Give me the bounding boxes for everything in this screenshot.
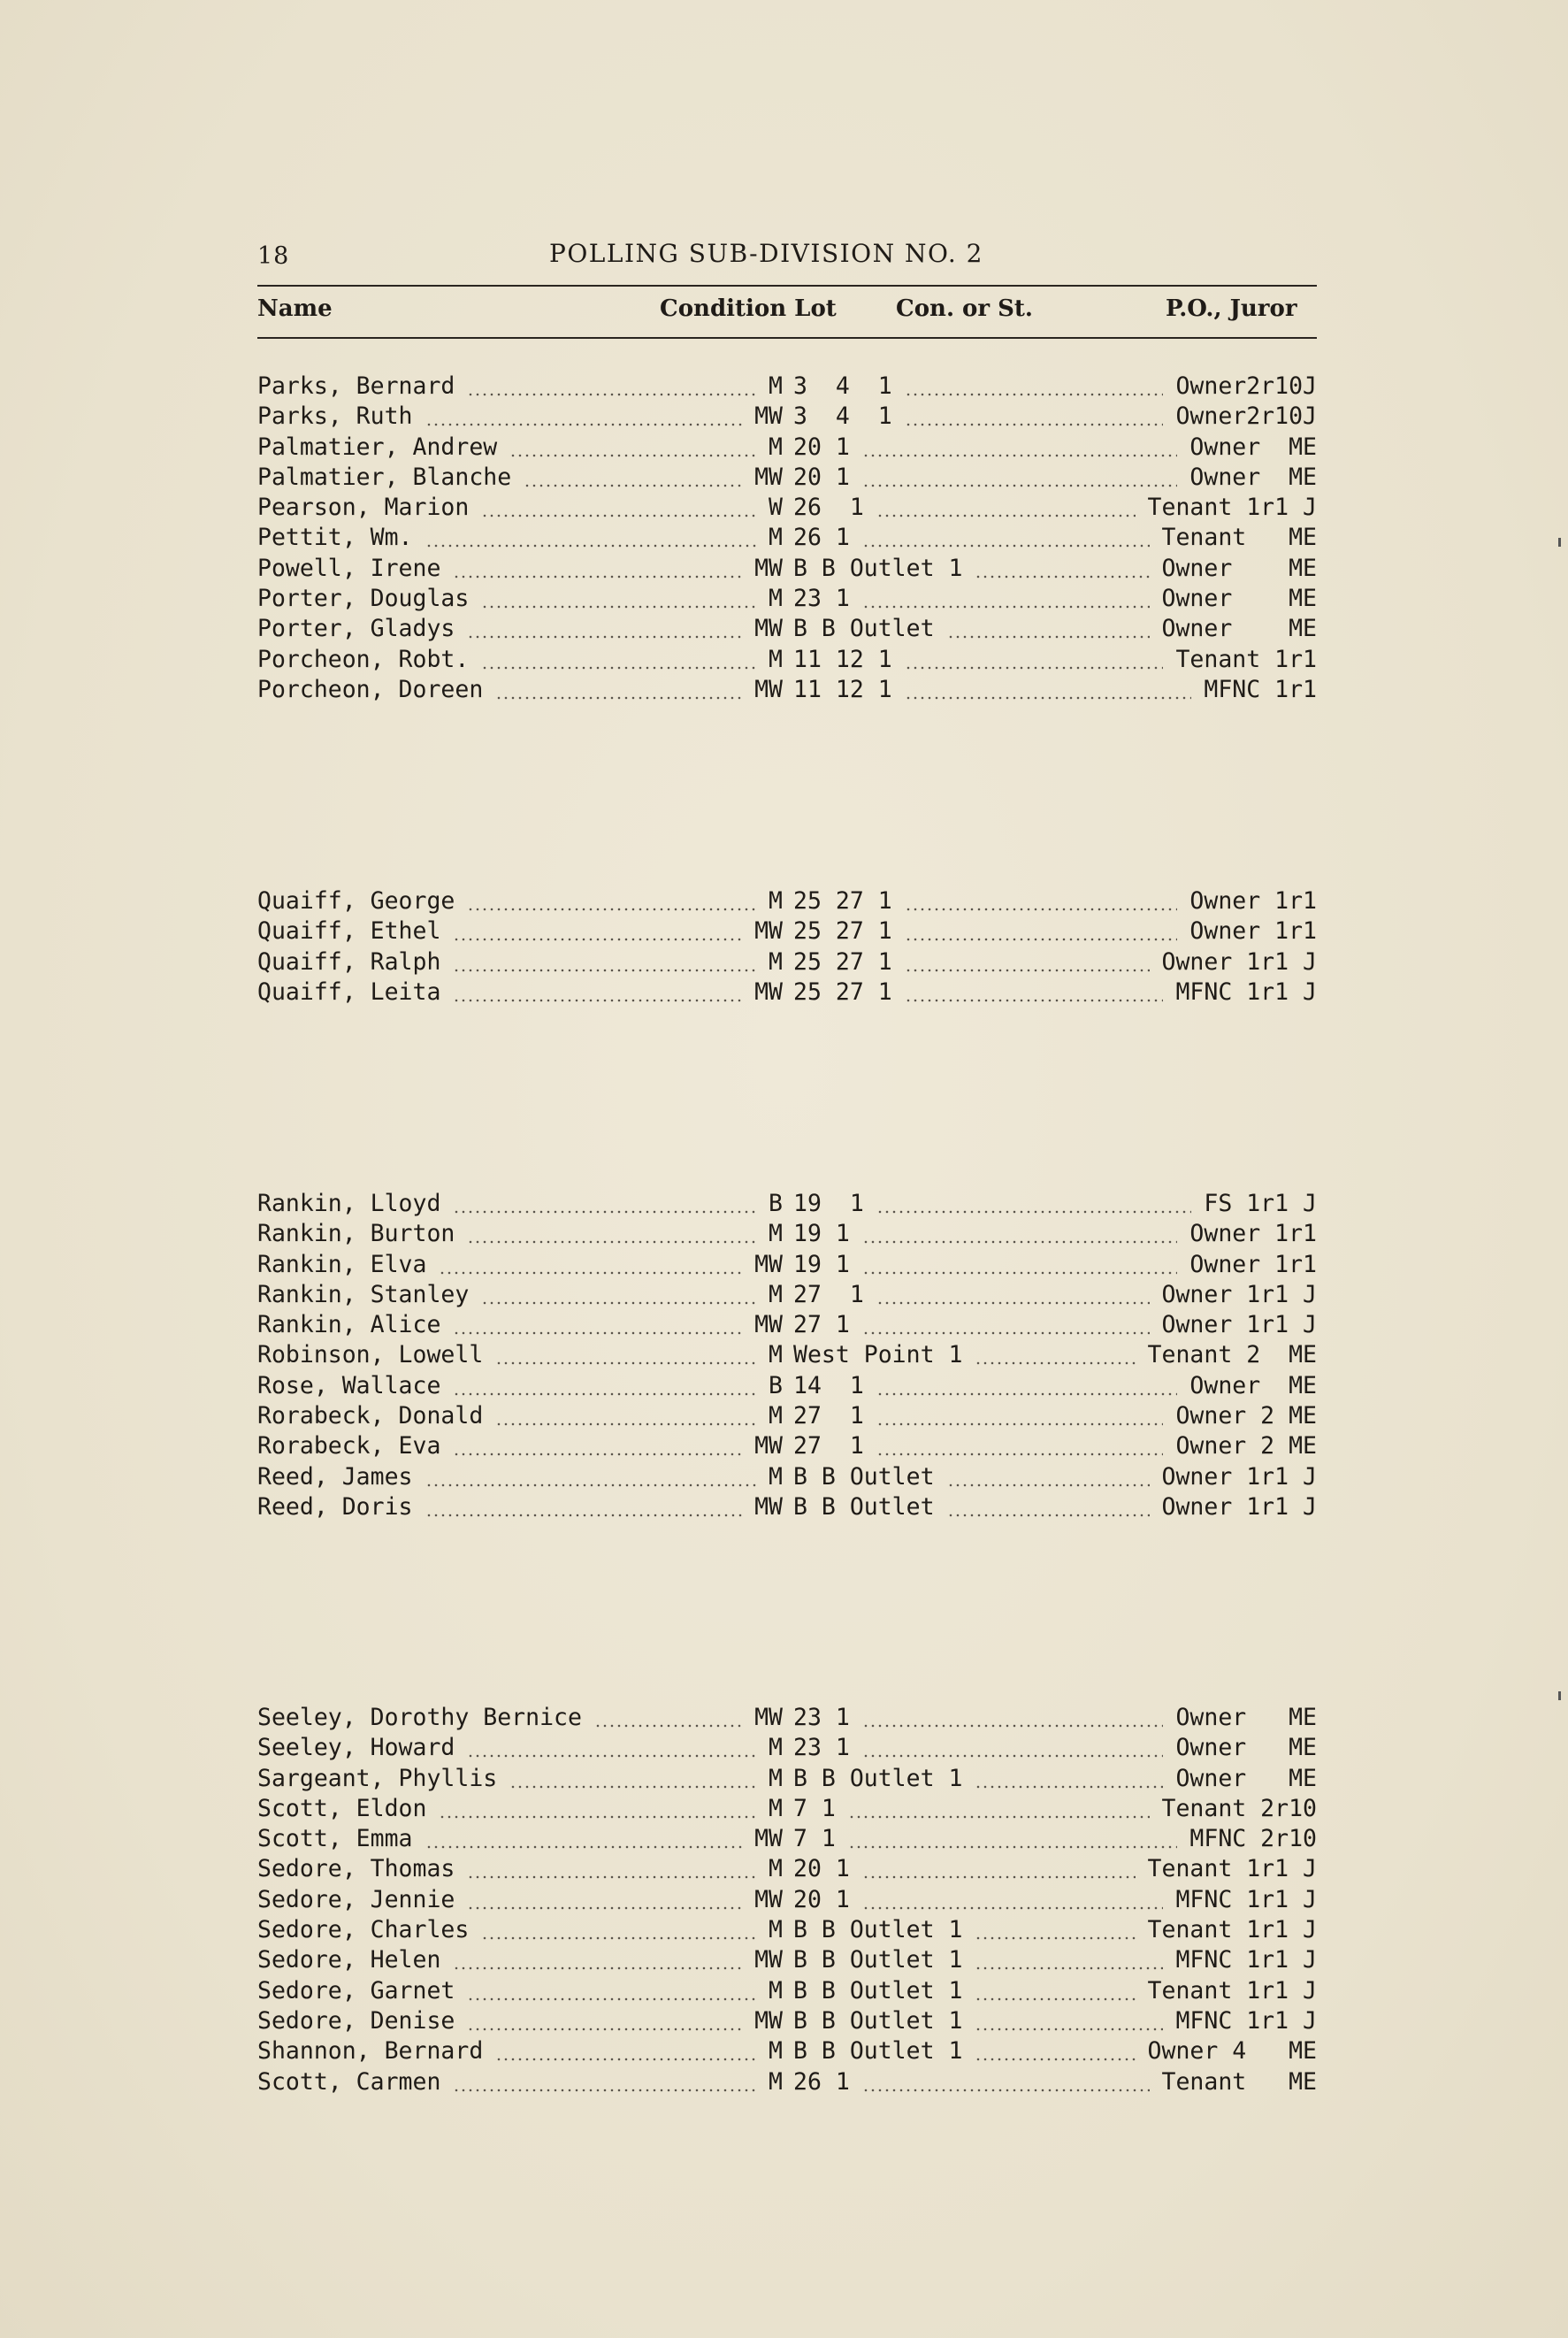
voter-row <box>257 2006 1319 2036</box>
leader-dots <box>848 1824 1178 1854</box>
leader-dots <box>876 1189 1192 1219</box>
voter-condition: MW <box>754 402 783 431</box>
leader-dots <box>905 977 1164 1008</box>
voter-condition: MW <box>754 463 783 491</box>
voter-condition: M <box>769 433 783 461</box>
voter-name: Sedore, Helen <box>257 1946 441 1974</box>
voter-condition: M <box>769 524 783 552</box>
voter-name: Seeley, Dorothy Bernice <box>257 1704 582 1731</box>
voter-condition: MW <box>754 1946 783 1974</box>
voter-lot-concession: 20 1 <box>793 433 850 461</box>
voter-lot-concession: B B Outlet 1 <box>793 1976 963 2005</box>
voter-lot-concession: 7 1 <box>793 1794 836 1822</box>
voter-group <box>257 1189 1319 1522</box>
voter-condition: MW <box>754 615 783 643</box>
leader-dots <box>975 554 1149 584</box>
voter-po-juror: Tenant 1r1 J <box>1147 1976 1317 2005</box>
voter-po-juror: Owner 1r1 J <box>1161 1280 1317 1308</box>
voter-name: Porter, Douglas <box>257 585 470 613</box>
voter-name: Scott, Emma <box>257 1825 413 1853</box>
leader-dots <box>862 584 1150 614</box>
voter-po-juror: Tenant 1r1 J <box>1147 494 1317 522</box>
voter-lot-concession: B B Outlet 1 <box>793 2037 963 2066</box>
column-header-name: Name <box>257 295 333 322</box>
leader-dots <box>975 1340 1135 1370</box>
voter-condition: B <box>769 1190 783 1217</box>
voter-row <box>257 886 1319 916</box>
voter-condition: W <box>769 494 783 522</box>
voter-condition: M <box>769 1976 783 2005</box>
voter-name: Robinson, Lowell <box>257 1341 484 1369</box>
voter-condition: MW <box>754 1250 783 1278</box>
voter-name: Pettit, Wm. <box>257 524 413 552</box>
voter-name: Porcheon, Robt. <box>257 645 470 673</box>
voter-row <box>257 1794 1319 1824</box>
leader-dots <box>876 1401 1164 1431</box>
leader-dots <box>975 1945 1163 1975</box>
voter-condition: MW <box>754 1704 783 1731</box>
leader-dots <box>947 614 1150 644</box>
voter-row <box>257 1431 1319 1461</box>
voter-lot-concession: 11 12 1 <box>793 645 892 673</box>
voter-group <box>257 1703 1319 2097</box>
voter-condition: M <box>769 1402 783 1430</box>
voter-name: Quaiff, George <box>257 887 455 915</box>
voter-lot-concession: 26 1 <box>793 494 864 522</box>
voter-po-juror: MFNC 2r10 <box>1189 1825 1317 1853</box>
leader-dots <box>862 1250 1178 1280</box>
voter-po-juror: Owner 1r1 J <box>1161 1462 1317 1491</box>
voter-po-juror: Tenant 2 ME <box>1147 1341 1317 1369</box>
voter-po-juror: Owner ME <box>1189 433 1317 461</box>
leader-dots <box>905 645 1164 675</box>
voter-row <box>257 493 1319 523</box>
voter-po-juror: Owner ME <box>1175 1704 1317 1731</box>
voter-condition: M <box>769 1794 783 1822</box>
voter-name: Sedore, Charles <box>257 1916 470 1944</box>
voter-name: Shannon, Bernard <box>257 2037 484 2066</box>
voter-row <box>257 372 1319 402</box>
voter-lot-concession: 25 27 1 <box>793 917 892 946</box>
voter-name: Rankin, Elva <box>257 1250 427 1278</box>
voter-po-juror: Owner ME <box>1161 554 1317 582</box>
header-rule-top <box>257 285 1317 287</box>
voter-po-juror: MFNC 1r1 J <box>1175 977 1317 1006</box>
voter-condition: MW <box>754 675 783 703</box>
voter-condition: M <box>769 585 783 613</box>
leader-dots <box>862 1885 1164 1915</box>
voter-po-juror: Tenant ME <box>1161 2067 1317 2096</box>
voter-name: Reed, James <box>257 1462 413 1491</box>
leader-dots <box>975 2036 1135 2066</box>
leader-dots <box>975 2006 1163 2036</box>
voter-name: Rorabeck, Eva <box>257 1432 441 1460</box>
voter-row <box>257 1401 1319 1431</box>
voter-po-juror: Tenant 2r10 <box>1161 1794 1317 1822</box>
voter-row <box>257 1310 1319 1340</box>
voter-lot-concession: 25 27 1 <box>793 887 892 915</box>
voter-name: Sedore, Jennie <box>257 1885 455 1913</box>
voter-lot-concession: West Point 1 <box>793 1341 963 1369</box>
voter-po-juror: Owner 1r1 <box>1189 1220 1317 1248</box>
voter-po-juror: Owner 1r1 J <box>1161 947 1317 976</box>
voter-name: Rankin, Lloyd <box>257 1190 441 1217</box>
voter-lot-concession: 25 27 1 <box>793 977 892 1006</box>
leader-dots <box>862 433 1178 463</box>
voter-row <box>257 1462 1319 1492</box>
voter-lot-concession: 20 1 <box>793 1885 850 1913</box>
voter-po-juror: MFNC 1r1 J <box>1175 1885 1317 1913</box>
voter-name: Scott, Carmen <box>257 2067 441 2096</box>
voter-po-juror: Owner ME <box>1175 1734 1317 1762</box>
voter-po-juror: Owner2r10J <box>1175 402 1317 431</box>
voter-condition: B <box>769 1371 783 1399</box>
voter-name: Rose, Wallace <box>257 1371 441 1399</box>
voter-name: Parks, Ruth <box>257 402 413 431</box>
header-rule-bottom <box>257 337 1317 339</box>
voter-condition: M <box>769 1764 783 1792</box>
leader-dots <box>905 675 1192 705</box>
leader-dots <box>876 1371 1178 1401</box>
voter-row <box>257 1733 1319 1763</box>
voter-lot-concession: 20 1 <box>793 1855 850 1883</box>
voter-po-juror: Owner ME <box>1161 585 1317 613</box>
voter-name: Sedore, Denise <box>257 2006 455 2035</box>
voter-lot-concession: B B Outlet 1 <box>793 554 963 582</box>
voter-name: Quaiff, Ethel <box>257 917 441 946</box>
voter-lot-concession: 23 1 <box>793 1704 850 1731</box>
voter-condition: MW <box>754 554 783 582</box>
voter-po-juror: Owner 4 ME <box>1147 2037 1317 2066</box>
voter-po-juror: MFNC 1r1 J <box>1175 1946 1317 1974</box>
voter-lot-concession: 26 1 <box>793 524 850 552</box>
leader-dots <box>862 1219 1178 1249</box>
leader-dots <box>905 947 1150 977</box>
leader-dots <box>947 1492 1150 1522</box>
voter-lot-concession: 27 1 <box>793 1280 864 1308</box>
voter-lot-concession: B B Outlet <box>793 1462 935 1491</box>
voter-group <box>257 886 1319 1008</box>
voter-row <box>257 1492 1319 1522</box>
voter-name: Sedore, Thomas <box>257 1855 455 1883</box>
voter-po-juror: FS 1r1 J <box>1204 1190 1317 1217</box>
voter-lot-concession: 26 1 <box>793 2067 850 2096</box>
voter-name: Rorabeck, Donald <box>257 1402 484 1430</box>
voter-condition: M <box>769 1855 783 1883</box>
voter-name: Parks, Bernard <box>257 372 455 400</box>
voter-lot-concession: 20 1 <box>793 463 850 491</box>
voter-name: Scott, Eldon <box>257 1794 427 1822</box>
voter-po-juror: Owner 1r1 J <box>1161 1492 1317 1521</box>
voter-condition: M <box>769 947 783 976</box>
leader-dots <box>975 1915 1135 1945</box>
voter-row <box>257 645 1319 675</box>
voter-name: Rankin, Burton <box>257 1220 455 1248</box>
leader-dots <box>905 916 1178 947</box>
leader-dots <box>905 372 1164 402</box>
voter-lot-concession: 23 1 <box>793 585 850 613</box>
voter-po-juror: Tenant ME <box>1161 524 1317 552</box>
voter-row <box>257 675 1319 705</box>
voter-lot-concession: 19 1 <box>793 1250 850 1278</box>
voter-lot-concession: B B Outlet <box>793 1492 935 1521</box>
voter-po-juror: Owner 2 ME <box>1175 1402 1317 1430</box>
voter-po-juror: Tenant 1r1 J <box>1147 1916 1317 1944</box>
voter-condition: M <box>769 1220 783 1248</box>
leader-dots <box>862 2067 1150 2097</box>
voter-name: Powell, Irene <box>257 554 441 582</box>
voter-lot-concession: 25 27 1 <box>793 947 892 976</box>
voter-row <box>257 1371 1319 1401</box>
voter-condition: MW <box>754 1492 783 1521</box>
voter-row <box>257 1280 1319 1310</box>
voter-po-juror: Tenant 1r1 <box>1175 645 1317 673</box>
voter-condition: M <box>769 2037 783 2066</box>
voter-row <box>257 1250 1319 1280</box>
voter-name: Pearson, Marion <box>257 494 470 522</box>
voter-row <box>257 523 1319 553</box>
voter-row <box>257 2067 1319 2097</box>
voter-lot-concession: B B Outlet 1 <box>793 1764 963 1792</box>
voter-po-juror: Owner 2 ME <box>1175 1432 1317 1460</box>
voter-row <box>257 947 1319 977</box>
voter-condition: M <box>769 372 783 400</box>
page-edge-mark <box>1558 1691 1561 1700</box>
voter-name: Palmatier, Blanche <box>257 463 512 491</box>
voter-lot-concession: 27 1 <box>793 1432 864 1460</box>
leader-dots <box>862 523 1150 553</box>
voter-po-juror: Owner 1r1 J <box>1161 1311 1317 1339</box>
voter-name: Porcheon, Doreen <box>257 675 484 703</box>
leader-dots <box>862 1703 1164 1733</box>
voter-row <box>257 463 1319 493</box>
voter-po-juror: Owner ME <box>1175 1764 1317 1792</box>
voter-condition: M <box>769 1916 783 1944</box>
voter-row <box>257 1824 1319 1854</box>
voter-lot-concession: 27 1 <box>793 1402 864 1430</box>
page-edge-mark <box>1558 538 1561 547</box>
voter-lot-concession: B B Outlet 1 <box>793 1946 963 1974</box>
leader-dots <box>947 1462 1150 1492</box>
voter-row <box>257 554 1319 584</box>
voter-po-juror: Owner 1r1 <box>1189 1250 1317 1278</box>
voter-lot-concession: B B Outlet 1 <box>793 1916 963 1944</box>
voter-po-juror: MFNC 1r1 <box>1204 675 1317 703</box>
voter-name: Quaiff, Ralph <box>257 947 441 976</box>
voter-group <box>257 372 1319 705</box>
leader-dots <box>876 493 1136 523</box>
voter-row <box>257 1885 1319 1915</box>
voter-condition: M <box>769 1280 783 1308</box>
voter-po-juror: Owner 1r1 <box>1189 887 1317 915</box>
voter-lot-concession: 27 1 <box>793 1311 850 1339</box>
leader-dots <box>905 402 1164 432</box>
voter-row <box>257 584 1319 614</box>
leader-dots <box>876 1280 1150 1310</box>
voter-row <box>257 977 1319 1008</box>
voter-name: Sargeant, Phyllis <box>257 1764 498 1792</box>
column-header-condition-lot: Condition Lot <box>660 295 837 322</box>
voter-lot-concession: 19 1 <box>793 1190 864 1217</box>
voter-row <box>257 916 1319 947</box>
voter-po-juror: Owner ME <box>1189 463 1317 491</box>
voter-po-juror: Owner ME <box>1161 615 1317 643</box>
voter-condition: M <box>769 2067 783 2096</box>
voter-lot-concession: B B Outlet <box>793 615 935 643</box>
voter-name: Reed, Doris <box>257 1492 413 1521</box>
leader-dots <box>975 1976 1135 2006</box>
page-header <box>257 239 1319 274</box>
voter-name: Palmatier, Andrew <box>257 433 498 461</box>
leader-dots <box>862 1733 1164 1763</box>
voter-po-juror: MFNC 1r1 J <box>1175 2006 1317 2035</box>
voter-lot-concession: 11 12 1 <box>793 675 892 703</box>
voter-name: Quaiff, Leita <box>257 977 441 1006</box>
voter-row <box>257 1764 1319 1794</box>
voter-condition: MW <box>754 1825 783 1853</box>
column-header-con-or-st: Con. or St. <box>896 295 1033 322</box>
voter-row <box>257 1915 1319 1945</box>
column-header-po-juror: P.O., Juror <box>1166 295 1297 322</box>
leader-dots <box>862 1310 1150 1340</box>
voter-row <box>257 2036 1319 2066</box>
voter-name: Rankin, Alice <box>257 1311 441 1339</box>
voter-row <box>257 1976 1319 2006</box>
leader-dots <box>975 1764 1163 1794</box>
voter-name: Sedore, Garnet <box>257 1976 455 2005</box>
voter-condition: MW <box>754 1311 783 1339</box>
voter-row <box>257 402 1319 432</box>
voter-row <box>257 433 1319 463</box>
voter-po-juror: Owner 1r1 <box>1189 917 1317 946</box>
voter-name: Rankin, Stanley <box>257 1280 470 1308</box>
voter-row <box>257 1854 1319 1884</box>
voter-lot-concession: 3 4 1 <box>793 402 892 431</box>
voter-lot-concession: 7 1 <box>793 1825 836 1853</box>
voter-row <box>257 1340 1319 1370</box>
leader-dots <box>862 1854 1136 1884</box>
voter-name: Porter, Gladys <box>257 615 455 643</box>
leader-dots <box>876 1431 1164 1461</box>
page-title: POLLING SUB-DIVISION NO. 2 <box>549 239 983 268</box>
voter-lot-concession: 23 1 <box>793 1734 850 1762</box>
voter-po-juror: Tenant 1r1 J <box>1147 1855 1317 1883</box>
voter-po-juror: Owner ME <box>1189 1371 1317 1399</box>
voter-condition: M <box>769 1734 783 1762</box>
leader-dots <box>862 463 1178 493</box>
voter-condition: M <box>769 1462 783 1491</box>
page-number: 18 <box>257 242 290 270</box>
voter-condition: MW <box>754 1432 783 1460</box>
leader-dots <box>905 886 1178 916</box>
voter-condition: M <box>769 645 783 673</box>
voter-row <box>257 1189 1319 1219</box>
voter-condition: MW <box>754 917 783 946</box>
voter-lot-concession: 14 1 <box>793 1371 864 1399</box>
voter-condition: MW <box>754 1885 783 1913</box>
voter-row <box>257 1703 1319 1733</box>
leader-dots <box>848 1794 1150 1824</box>
voter-row <box>257 1219 1319 1249</box>
voter-name: Seeley, Howard <box>257 1734 455 1762</box>
voter-condition: MW <box>754 2006 783 2035</box>
voter-lot-concession: 3 4 1 <box>793 372 892 400</box>
voter-row <box>257 1945 1319 1975</box>
voter-lot-concession: B B Outlet 1 <box>793 2006 963 2035</box>
voter-row <box>257 614 1319 644</box>
voter-condition: MW <box>754 977 783 1006</box>
voter-po-juror: Owner2r10J <box>1175 372 1317 400</box>
voter-condition: M <box>769 887 783 915</box>
voter-lot-concession: 19 1 <box>793 1220 850 1248</box>
voter-condition: M <box>769 1341 783 1369</box>
